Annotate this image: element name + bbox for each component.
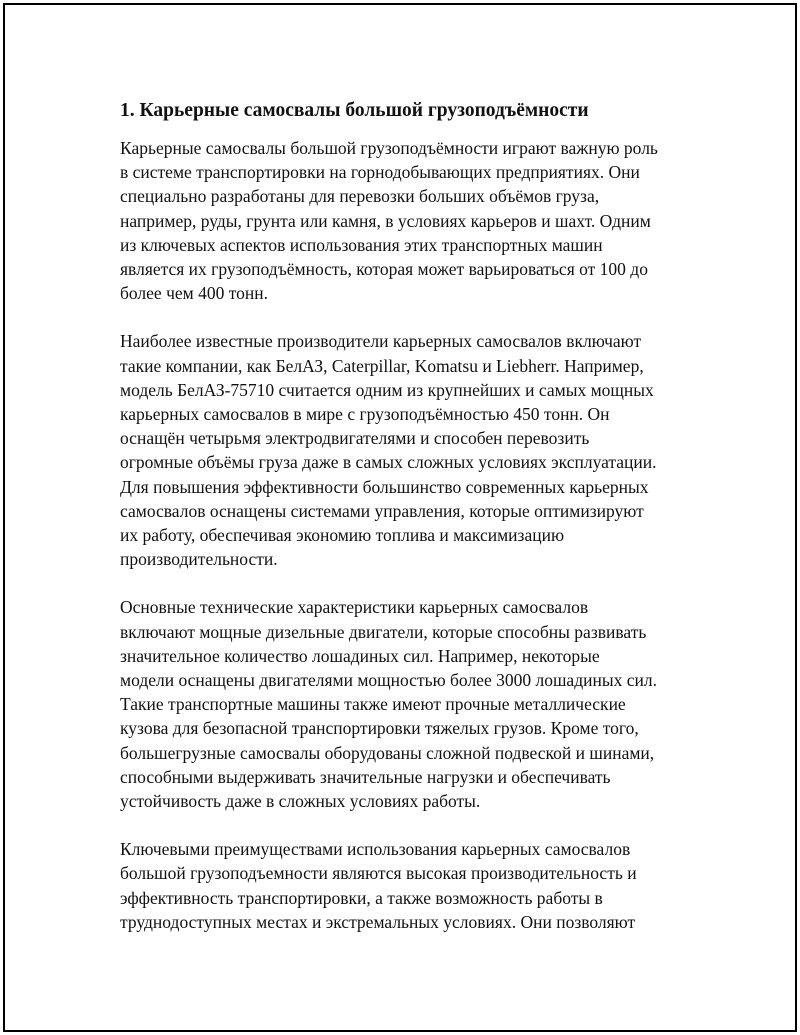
paragraph-3 xyxy=(120,595,700,813)
text-line: Ключевыми преимуществами использования карьерных самосвалов xyxy=(120,839,631,860)
text-line: из ключевых аспектов использования этих транспортных машин xyxy=(120,234,603,255)
text-line: устойчивость даже в сложных условиях работы. xyxy=(120,791,481,812)
text-line: например, руды, грунта или камня, в условиях карьеров и шахт. Одним xyxy=(120,210,651,231)
text-line: Наиболее известные производители карьерных самосвалов включают xyxy=(120,331,642,352)
document-page xyxy=(3,3,797,1032)
text-line: включают мощные дизельные двигатели, которые способны развивать xyxy=(120,621,647,642)
paragraph-2 xyxy=(120,329,700,571)
text-line: Карьерные самосвалы большой грузоподъёмности играют важную роль xyxy=(120,138,658,158)
text-line: огромные объёмы груза даже в самых сложных условиях эксплуатации. xyxy=(120,452,657,473)
text-line: их работу, обеспечивая экономию топлива и максимизацию xyxy=(120,525,565,546)
text-line: Для повышения эффективности большинство современных карьерных xyxy=(120,476,649,497)
text-line: способными выдерживать значительные нагрузки и обеспечивать xyxy=(120,766,611,787)
text-line: в системе транспортировки на горнодобывающих предприятиях. Они xyxy=(120,162,640,183)
text-line: эффективность транспортировки, а также возможность работы в xyxy=(120,887,603,908)
text-line: специально разработаны для перевозки больших объёмов груза, xyxy=(120,186,600,207)
text-line: производительности. xyxy=(120,549,278,570)
text-line: самосвалов оснащены системами управления, которые оптимизируют xyxy=(120,500,644,521)
text-line: большегрузные самосвалы оборудованы сложной подвеской и шинами, xyxy=(120,742,655,763)
text-line: значительное количество лошадиных сил. Например, некоторые xyxy=(120,645,600,666)
paragraph-4 xyxy=(120,837,700,934)
document-content xyxy=(120,98,700,958)
text-line: труднодоступных местах и экстремальных условиях. Они позволяют xyxy=(120,911,636,932)
section-heading: 1. Карьерные самосвалы большой грузоподъёмности xyxy=(120,100,589,121)
text-line: большой грузоподъемности являются высокая производительность и xyxy=(120,863,637,884)
text-line: более чем 400 тонн. xyxy=(120,283,268,304)
text-line: является их грузоподъёмность, которая может варьироваться от 100 до xyxy=(120,259,648,280)
text-line: карьерных самосвалов в мире с грузоподъёмностью 450 тонн. Он xyxy=(120,404,610,425)
text-line: оснащён четырьмя электродвигателями и способен перевозить xyxy=(120,428,590,449)
text-line: кузова для безопасной транспортировки тяжелых грузов. Кроме того, xyxy=(120,718,639,739)
text-line: такие компании, как БелАЗ, Caterpillar, Komatsu и Liebherr. Например, xyxy=(120,355,644,376)
text-line: Такие транспортные машины также имеют прочные металлические xyxy=(120,694,626,715)
paragraph-1 xyxy=(120,136,700,305)
text-line: Основные технические характеристики карьерных самосвалов xyxy=(120,597,589,618)
text-line: модель БелАЗ-75710 считается одним из крупнейших и самых мощных xyxy=(120,379,654,400)
text-line: модели оснащены двигателями мощностью более 3000 лошадиных сил. xyxy=(120,670,657,691)
